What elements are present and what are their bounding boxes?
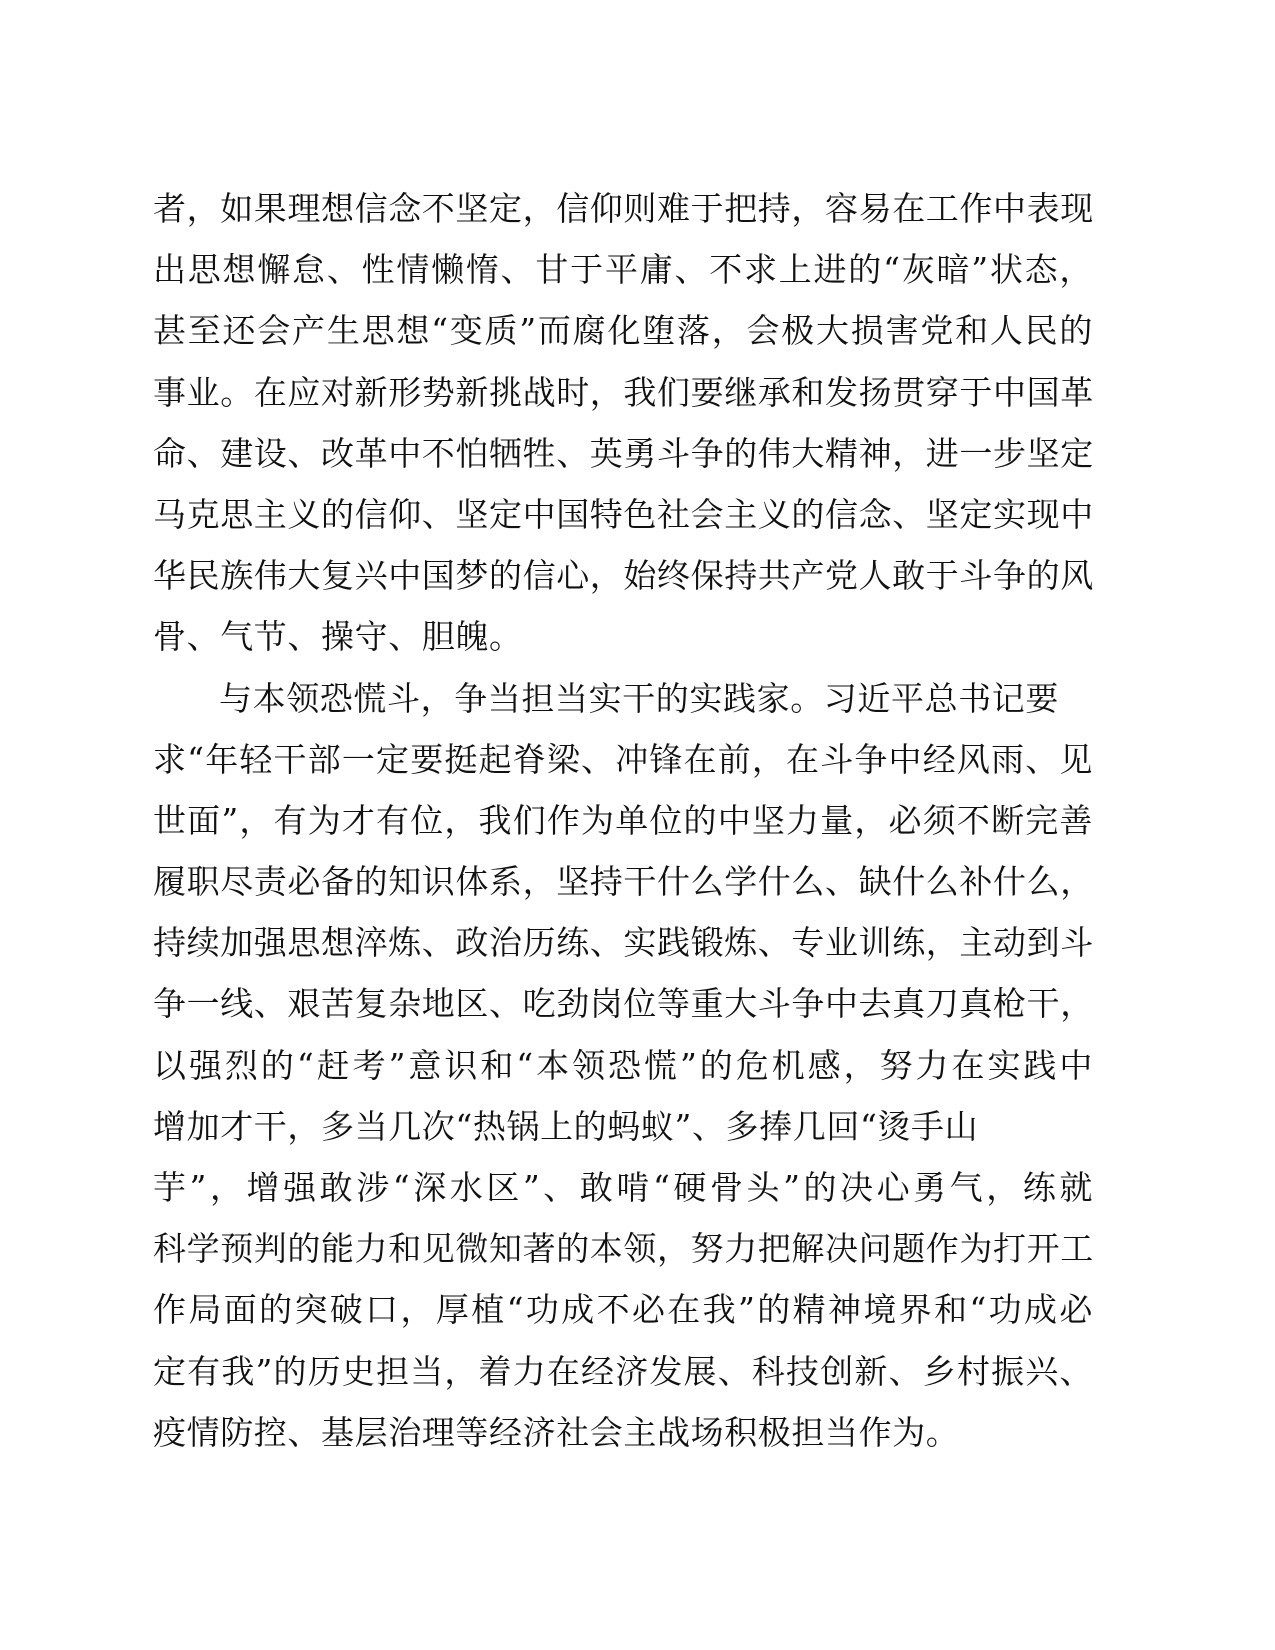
text-line: 事业。在应对新形势新挑战时，我们要继承和发扬贯穿于中国革 xyxy=(153,372,1094,412)
text-line: 以强烈的“赶考”意识和“本领恐慌”的危机感，努力在实践中 xyxy=(153,1045,1093,1085)
text-line: 与本领恐慌斗，争当担当实干的实践家。习近平总书记要 xyxy=(219,678,1059,718)
text-line: 疫情防控、基层治理等经济社会主战场积极担当作为。 xyxy=(153,1412,960,1452)
body-text xyxy=(153,178,1093,1463)
text-line: 增加才干，多当几次“热锅上的蚂蚁”、多捧几回“烫手山 xyxy=(153,1106,979,1146)
text-line: 命、建设、改革中不怕牺牲、英勇斗争的伟大精神，进一步坚定 xyxy=(153,433,1094,473)
text-line: 出思想懈怠、性情懒惰、甘于平庸、不求上进的“灰暗”状态， xyxy=(153,250,1093,290)
text-line: 求“年轻干部一定要挺起脊梁、冲锋在前，在斗争中经风雨、见 xyxy=(153,739,1093,779)
text-line: 者，如果理想信念不坚定，信仰则难于把持，容易在工作中表现 xyxy=(153,189,1094,228)
text-line: 马克思主义的信仰、坚定中国特色社会主义的信念、坚定实现中 xyxy=(153,494,1094,534)
paragraph xyxy=(153,668,1093,1463)
text-line: 定有我”的历史担当，着力在经济发展、科技创新、乡村振兴、 xyxy=(153,1351,1093,1391)
text-line: 科学预判的能力和见微知著的本领，努力把解决问题作为打开工 xyxy=(153,1229,1094,1269)
paragraph xyxy=(153,178,1093,668)
text-line: 华民族伟大复兴中国梦的信心，始终保持共产党人敢于斗争的风 xyxy=(153,556,1094,596)
text-line: 芋”，增强敢涉“深水区”、敢啃“硬骨头”的决心勇气，练就 xyxy=(153,1168,1093,1207)
text-line: 争一线、艰苦复杂地区、吃劲岗位等重大斗争中去真刀真枪干， xyxy=(153,984,1094,1024)
text-line: 作局面的突破口，厚植“功成不必在我”的精神境界和“功成必 xyxy=(153,1290,1093,1330)
text-line: 甚至还会产生思想“变质”而腐化堕落，会极大损害党和人民的 xyxy=(153,311,1093,351)
text-line: 履职尽责必备的知识体系，坚持干什么学什么、缺什么补什么， xyxy=(153,862,1094,902)
text-line: 持续加强思想淬炼、政治历练、实践锻炼、专业训练，主动到斗 xyxy=(153,923,1094,963)
text-line: 世面”，有为才有位，我们作为单位的中坚力量，必须不断完善 xyxy=(153,800,1093,840)
text-line: 骨、气节、操守、胆魄。 xyxy=(153,617,523,657)
